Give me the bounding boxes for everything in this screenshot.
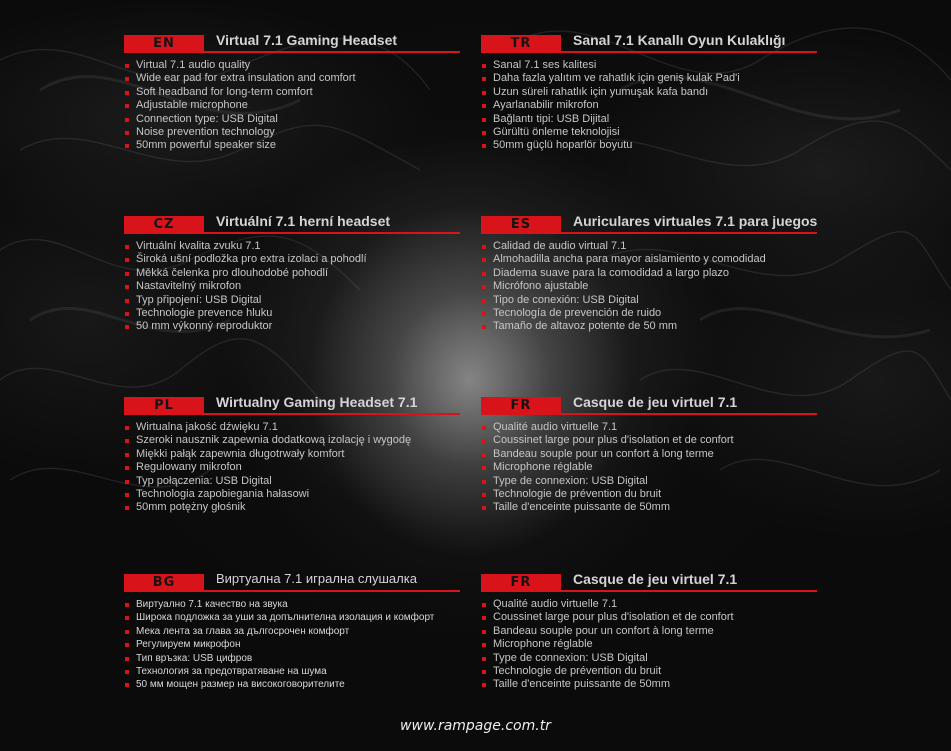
header-underline [481,51,817,53]
list-item: Technologie de prévention du bruit [481,488,734,501]
header-underline [124,413,460,415]
list-item: Daha fazla yalıtım ve rahatlık için geniş kulak Pad'i [481,72,740,85]
feature-list [481,421,734,515]
feature-list [124,598,434,692]
list-item: Diadema suave para la comodidad a largo plazo [481,267,766,280]
section-title: Virtuální 7.1 herní headset [216,213,391,229]
list-item: Almohadilla ancha para mayor aislamiento y comodidad [481,253,766,266]
list-item: Type de connexion: USB Digital [481,652,734,665]
section-fr-2 [481,571,811,691]
section-header [481,394,811,416]
section-title: Auriculares virtuales 7.1 para juegos [573,213,818,229]
list-item: Bandeau souple pour un confort à long terme [481,625,734,638]
language-tag: TR [481,35,561,52]
list-item: Широка подложка за уши за допълнителна изолация и комфорт [124,611,434,624]
section-title: Sanal 7.1 Kanallı Oyun Kulaklığı [573,32,786,48]
section-bg [124,571,454,691]
list-item: Technologie de prévention du bruit [481,665,734,678]
list-item: Tipo de conexión: USB Digital [481,294,766,307]
list-item: 50mm powerful speaker size [124,139,356,152]
list-item: Bandeau souple pour un confort à long terme [481,448,734,461]
header-underline [124,232,460,234]
section-title: Casque de jeu virtuel 7.1 [573,571,738,587]
list-item: 50mm güçlü hoparlör boyutu [481,139,740,152]
list-item: Wirtualna jakość dźwięku 7.1 [124,421,411,434]
header-underline [481,232,817,234]
list-item: Type de connexion: USB Digital [481,475,734,488]
section-header [481,32,811,54]
list-item: Регулируем микрофон [124,638,434,651]
list-item: Micrófono ajustable [481,280,766,293]
list-item: Gürültü önleme teknolojisi [481,126,740,139]
list-item: Tecnología de prevención de ruido [481,307,766,320]
feature-list [124,59,356,153]
list-item: Wide ear pad for extra insulation and comfort [124,72,356,85]
list-item: Tamaño de altavoz potente de 50 mm [481,320,766,333]
section-fr [481,394,811,514]
list-item: Adjustable microphone [124,99,356,112]
list-item: 50 mm výkonný reproduktor [124,320,367,333]
feature-list [481,59,740,153]
list-item: Měkká čelenka pro dlouhodobé pohodlí [124,267,367,280]
section-header [481,571,811,593]
list-item: Szeroki nausznik zapewnia dodatkową izolację i wygodę [124,434,411,447]
section-header [124,32,454,54]
section-header [124,213,454,235]
list-item: Мека лента за глава за дългосрочен комфорт [124,625,434,638]
list-item: Soft headband for long-term comfort [124,86,356,99]
list-item: Miękki pałąk zapewnia długotrwały komfort [124,448,411,461]
list-item: Široká ušní podložka pro extra izolaci a pohodlí [124,253,367,266]
list-item: Typ połączenia: USB Digital [124,475,411,488]
list-item: Qualité audio virtuelle 7.1 [481,598,734,611]
feature-list [124,240,367,334]
header-underline [124,590,460,592]
section-title: Wirtualny Gaming Headset 7.1 [216,394,418,410]
language-tag: PL [124,397,204,414]
list-item: Taille d'enceinte puissante de 50mm [481,501,734,514]
list-item: Sanal 7.1 ses kalitesi [481,59,740,72]
list-item: Nastavitelný mikrofon [124,280,367,293]
section-title: Виртуална 7.1 игрална слушалка [216,571,417,586]
feature-list [124,421,411,515]
list-item: Technologie prevence hluku [124,307,367,320]
language-tag: FR [481,574,561,591]
section-es [481,213,818,333]
feature-list [481,598,734,692]
section-pl [124,394,454,514]
list-item: Виртуално 7.1 качество на звука [124,598,434,611]
section-en [124,32,454,152]
section-header [124,571,454,593]
language-tag: FR [481,397,561,414]
list-item: Calidad de audio virtual 7.1 [481,240,766,253]
section-title: Virtual 7.1 Gaming Headset [216,32,398,48]
header-underline [481,590,817,592]
list-item: Microphone réglable [481,461,734,474]
list-item: Технология за предотвратяване на шума [124,665,434,678]
language-tag: BG [124,574,204,591]
list-item: Uzun süreli rahatlık için yumuşak kafa bandı [481,86,740,99]
list-item: 50mm potężny głośnik [124,501,411,514]
list-item: 50 мм мощен размер на високоговорителите [124,678,434,691]
section-header [124,394,454,416]
header-underline [481,413,817,415]
list-item: Regulowany mikrofon [124,461,411,474]
list-item: Connection type: USB Digital [124,113,356,126]
list-item: Technologia zapobiegania hałasowi [124,488,411,501]
list-item: Ayarlanabilir mikrofon [481,99,740,112]
list-item: Virtual 7.1 audio quality [124,59,356,72]
website-url: www.rampage.com.tr [400,718,551,734]
section-title: Casque de jeu virtuel 7.1 [573,394,738,410]
language-tag: EN [124,35,204,52]
list-item: Coussinet large pour plus d'isolation et de confort [481,434,734,447]
list-item: Тип връзка: USB цифров [124,652,434,665]
list-item: Virtuální kvalita zvuku 7.1 [124,240,367,253]
section-cz [124,213,454,333]
language-tag: CZ [124,216,204,233]
list-item: Taille d'enceinte puissante de 50mm [481,678,734,691]
list-item: Noise prevention technology [124,126,356,139]
header-underline [124,51,460,53]
language-tag: ES [481,216,561,233]
list-item: Qualité audio virtuelle 7.1 [481,421,734,434]
list-item: Typ připojení: USB Digital [124,294,367,307]
section-tr [481,32,811,152]
feature-list [481,240,766,334]
list-item: Coussinet large pour plus d'isolation et de confort [481,611,734,624]
section-header [481,213,818,235]
list-item: Bağlantı tipi: USB Dijital [481,113,740,126]
list-item: Microphone réglable [481,638,734,651]
